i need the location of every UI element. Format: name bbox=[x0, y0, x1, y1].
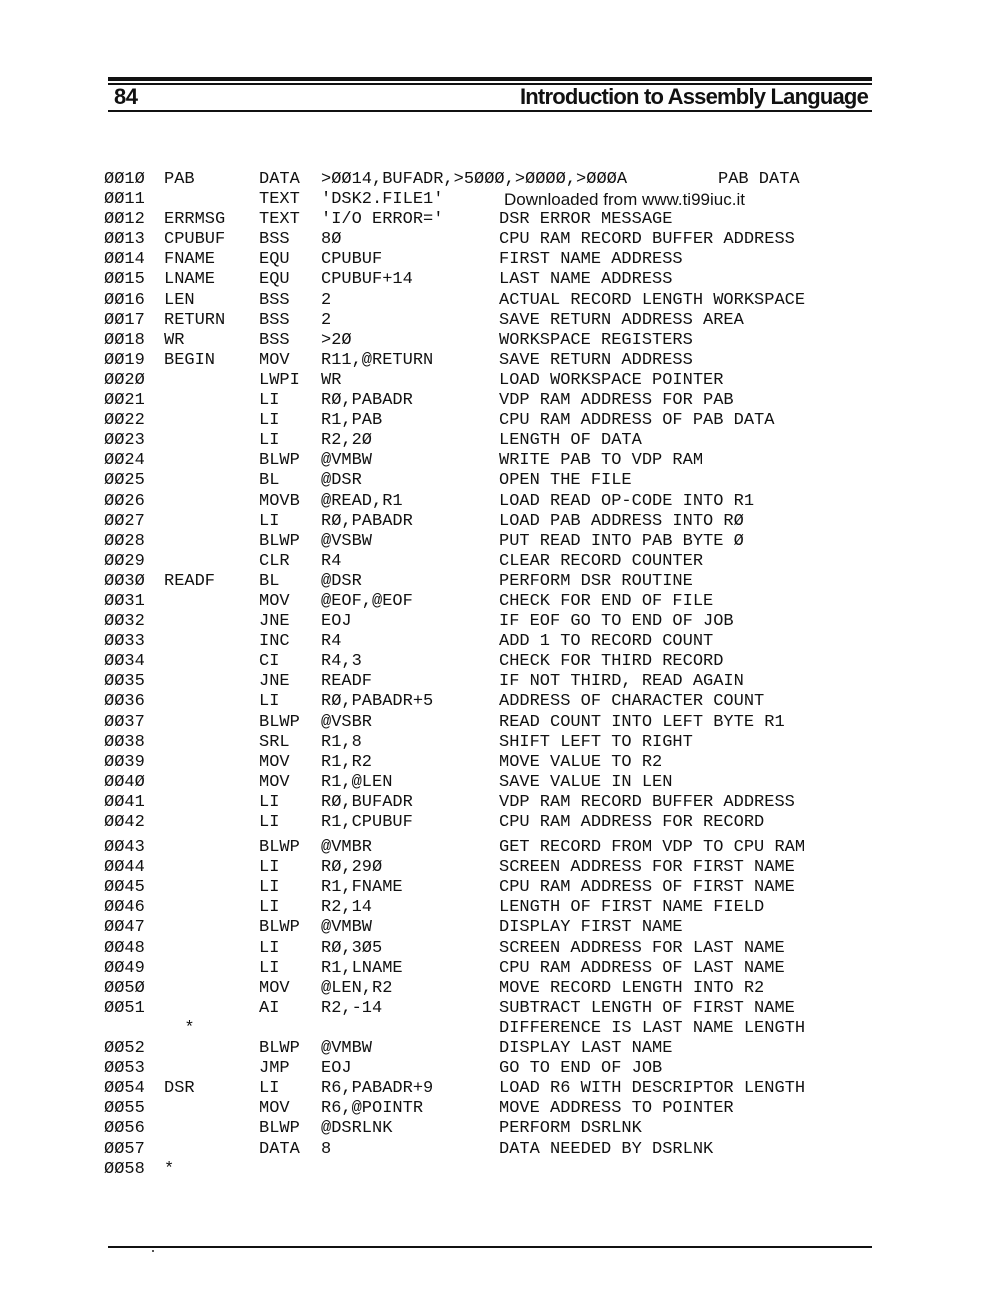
code-operand: R1,PAB bbox=[321, 411, 383, 431]
line-number: ØØ58 bbox=[104, 1159, 145, 1179]
code-opcode: LI bbox=[259, 511, 280, 531]
code-operand: @VSBW bbox=[321, 531, 373, 551]
code-label: BEGIN bbox=[164, 350, 216, 370]
code-comment: DISPLAY LAST NAME bbox=[499, 1039, 673, 1059]
code-operand: R2,14 bbox=[321, 898, 373, 918]
code-operand: 2 bbox=[321, 290, 332, 310]
code-line bbox=[104, 612, 884, 632]
line-number: ØØ5Ø bbox=[104, 978, 145, 998]
code-label: READF bbox=[164, 571, 216, 591]
code-line bbox=[104, 753, 884, 773]
line-number: ØØ42 bbox=[104, 813, 145, 832]
code-comment: ADD 1 TO RECORD COUNT bbox=[499, 632, 714, 652]
code-line bbox=[104, 391, 884, 411]
code-line bbox=[104, 918, 884, 938]
line-number: ØØ13 bbox=[104, 230, 145, 250]
code-comment: CPU RAM ADDRESS OF FIRST NAME bbox=[499, 878, 795, 898]
code-comment: CHECK FOR THIRD RECORD bbox=[499, 652, 724, 672]
code-comment: ACTUAL RECORD LENGTH WORKSPACE bbox=[499, 290, 806, 310]
code-line bbox=[104, 270, 884, 290]
code-comment: PERFORM DSR ROUTINE bbox=[499, 571, 693, 591]
code-opcode: CI bbox=[259, 652, 280, 672]
code-label: DSR bbox=[164, 1079, 195, 1099]
code-opcode: EQU bbox=[259, 270, 290, 290]
line-number: ØØ23 bbox=[104, 431, 145, 451]
code-line bbox=[104, 652, 884, 672]
code-line bbox=[104, 451, 884, 471]
line-number: ØØ39 bbox=[104, 752, 145, 772]
line-number: ØØ16 bbox=[104, 290, 145, 310]
code-operand: @READ,R1 bbox=[321, 491, 403, 511]
code-opcode: BLWP bbox=[259, 1039, 300, 1059]
code-line bbox=[104, 793, 884, 813]
page-header bbox=[108, 84, 872, 112]
code-operand: RØ,29Ø bbox=[321, 858, 383, 878]
code-line bbox=[104, 713, 884, 733]
code-operand: R1,FNAME bbox=[321, 878, 403, 898]
line-number: ØØ37 bbox=[104, 712, 145, 732]
code-opcode: BSS bbox=[259, 290, 290, 310]
code-operand: @DSRLNK bbox=[321, 1119, 393, 1139]
code-comment: CPU RAM ADDRESS OF LAST NAME bbox=[499, 958, 785, 978]
code-comment: ADDRESS OF CHARACTER COUNT bbox=[499, 692, 765, 712]
code-opcode: BSS bbox=[259, 310, 290, 330]
code-opcode: BSS bbox=[259, 330, 290, 350]
line-number: ØØ25 bbox=[104, 471, 145, 491]
line-number: ØØ31 bbox=[104, 591, 145, 611]
code-comment: CPU RAM RECORD BUFFER ADDRESS bbox=[499, 230, 795, 250]
code-operand: R11,@RETURN bbox=[321, 350, 434, 370]
code-line bbox=[104, 250, 884, 270]
code-label: ERRMSG bbox=[164, 210, 226, 230]
line-number: ØØ44 bbox=[104, 858, 145, 878]
line-number: ØØ51 bbox=[104, 998, 145, 1018]
code-comment: IF NOT THIRD, READ AGAIN bbox=[499, 672, 744, 692]
line-number: ØØ38 bbox=[104, 732, 145, 752]
code-line bbox=[104, 858, 884, 878]
code-comment: LENGTH OF DATA bbox=[499, 431, 642, 451]
code-operand: @VSBR bbox=[321, 712, 373, 732]
line-number: ØØ32 bbox=[104, 612, 145, 632]
code-operand: >ØØ14,BUFADR,>5ØØØ,>ØØØØ,>ØØØA bbox=[321, 170, 628, 189]
code-operand: CPUBUF bbox=[321, 250, 383, 270]
code-opcode: BL bbox=[259, 571, 280, 591]
code-comment: IF EOF GO TO END OF JOB bbox=[499, 612, 734, 632]
code-line bbox=[104, 959, 884, 979]
line-number: ØØ33 bbox=[104, 632, 145, 652]
code-opcode: EQU bbox=[259, 250, 290, 270]
code-operand: R1,R2 bbox=[321, 752, 373, 772]
line-number: ØØ11 bbox=[104, 190, 145, 210]
code-opcode: JMP bbox=[259, 1059, 290, 1079]
code-line bbox=[104, 572, 884, 592]
code-comment: PUT READ INTO PAB BYTE Ø bbox=[499, 531, 744, 551]
code-line bbox=[104, 311, 884, 331]
code-opcode: DATA bbox=[259, 1139, 300, 1159]
code-operand: RØ,PABADR bbox=[321, 391, 413, 411]
code-operand: 2 bbox=[321, 310, 332, 330]
code-comment: CPU RAM ADDRESS OF PAB DATA bbox=[499, 411, 775, 431]
code-comment: LOAD READ OP-CODE INTO R1 bbox=[499, 491, 755, 511]
assembly-listing bbox=[104, 170, 884, 1180]
code-line bbox=[104, 190, 884, 210]
line-number: ØØ52 bbox=[104, 1039, 145, 1059]
code-opcode: TEXT bbox=[259, 190, 300, 210]
code-opcode: BLWP bbox=[259, 918, 300, 938]
code-opcode: MOV bbox=[259, 591, 290, 611]
code-comment: GET RECORD FROM VDP TO CPU RAM bbox=[499, 838, 806, 858]
code-line bbox=[104, 230, 884, 250]
code-operand: @DSR bbox=[321, 571, 362, 591]
code-comment: LOAD PAB ADDRESS INTO RØ bbox=[499, 511, 744, 531]
code-comment: LOAD WORKSPACE POINTER bbox=[499, 370, 724, 390]
line-number: ØØ18 bbox=[104, 330, 145, 350]
code-operand: RØ,PABADR+5 bbox=[321, 692, 434, 712]
code-opcode: LI bbox=[259, 958, 280, 978]
code-line bbox=[104, 672, 884, 692]
code-opcode: INC bbox=[259, 632, 290, 652]
line-number: ØØ41 bbox=[104, 792, 145, 812]
running-title: Introduction to Assembly Language bbox=[519, 84, 868, 109]
code-line bbox=[104, 331, 884, 351]
code-comment: CPU RAM ADDRESS FOR RECORD bbox=[499, 813, 765, 832]
code-label: WR bbox=[164, 330, 185, 350]
line-number: ØØ56 bbox=[104, 1119, 145, 1139]
code-line bbox=[104, 1079, 884, 1099]
code-line bbox=[104, 979, 884, 999]
code-comment: WORKSPACE REGISTERS bbox=[499, 330, 693, 350]
line-number: ØØ21 bbox=[104, 391, 145, 411]
code-opcode: BSS bbox=[259, 230, 290, 250]
code-line bbox=[104, 411, 884, 431]
code-label: LEN bbox=[164, 290, 195, 310]
line-number: ØØ55 bbox=[104, 1099, 145, 1119]
code-comment: PERFORM DSRLNK bbox=[499, 1119, 642, 1139]
code-comment: LOAD R6 WITH DESCRIPTOR LENGTH bbox=[499, 1079, 806, 1099]
code-line bbox=[104, 1160, 884, 1180]
header-bottom-rule bbox=[108, 110, 872, 112]
code-comment: Downloaded from www.ti99iuc.it bbox=[504, 190, 745, 210]
code-opcode: LI bbox=[259, 391, 280, 411]
code-opcode: MOV bbox=[259, 752, 290, 772]
code-opcode: CLR bbox=[259, 551, 290, 571]
code-line bbox=[104, 371, 884, 391]
code-operand: R6,PABADR+9 bbox=[321, 1079, 434, 1099]
code-label: LNAME bbox=[164, 270, 216, 290]
code-line bbox=[104, 692, 884, 712]
code-opcode: SRL bbox=[259, 732, 290, 752]
code-comment: SAVE RETURN ADDRESS AREA bbox=[499, 310, 744, 330]
code-comment: MOVE VALUE TO R2 bbox=[499, 752, 663, 772]
line-number: ØØ54 bbox=[104, 1079, 145, 1099]
code-opcode: BLWP bbox=[259, 838, 300, 858]
code-line bbox=[104, 939, 884, 959]
code-opcode: LI bbox=[259, 792, 280, 812]
code-operand: RØ,PABADR bbox=[321, 511, 413, 531]
code-comment: SAVE RETURN ADDRESS bbox=[499, 350, 693, 370]
code-operand: RØ,3Ø5 bbox=[321, 938, 383, 958]
code-opcode: LI bbox=[259, 1079, 280, 1099]
footer-rule bbox=[108, 1246, 872, 1248]
code-operand: CPUBUF+14 bbox=[321, 270, 413, 290]
code-opcode: AI bbox=[259, 998, 280, 1018]
line-number: ØØ2Ø bbox=[104, 370, 145, 390]
code-operand: 8 bbox=[321, 1139, 332, 1159]
code-opcode: JNE bbox=[259, 672, 290, 692]
line-number: ØØ46 bbox=[104, 898, 145, 918]
code-comment: LENGTH OF FIRST NAME FIELD bbox=[499, 898, 765, 918]
code-line bbox=[104, 1119, 884, 1139]
code-comment: SUBTRACT LENGTH OF FIRST NAME bbox=[499, 998, 795, 1018]
code-line bbox=[104, 1099, 884, 1119]
code-operand: >2Ø bbox=[321, 330, 352, 350]
code-opcode: LWPI bbox=[259, 370, 300, 390]
code-operand: R1,@LEN bbox=[321, 772, 393, 792]
code-label: FNAME bbox=[164, 250, 216, 270]
line-number: ØØ45 bbox=[104, 878, 145, 898]
line-number: ØØ26 bbox=[104, 491, 145, 511]
code-operand: @VMBW bbox=[321, 451, 373, 471]
code-opcode: MOVB bbox=[259, 491, 300, 511]
code-opcode: LI bbox=[259, 938, 280, 958]
code-line bbox=[104, 898, 884, 918]
code-line bbox=[104, 733, 884, 753]
line-number: ØØ15 bbox=[104, 270, 145, 290]
code-line bbox=[104, 291, 884, 311]
code-line bbox=[104, 592, 884, 612]
code-line bbox=[104, 471, 884, 491]
code-line bbox=[104, 838, 884, 858]
code-line bbox=[104, 351, 884, 371]
code-line bbox=[104, 552, 884, 572]
code-comment: SCREEN ADDRESS FOR FIRST NAME bbox=[499, 858, 795, 878]
code-label: * bbox=[164, 1018, 195, 1038]
code-line bbox=[104, 170, 884, 190]
line-number: ØØ47 bbox=[104, 918, 145, 938]
code-operand: R6,@POINTR bbox=[321, 1099, 424, 1119]
code-opcode: MOV bbox=[259, 772, 290, 792]
code-opcode: LI bbox=[259, 813, 280, 832]
line-number: ØØ19 bbox=[104, 350, 145, 370]
code-comment: MOVE ADDRESS TO POINTER bbox=[499, 1099, 734, 1119]
code-operand: R1,LNAME bbox=[321, 958, 403, 978]
line-number: ØØ27 bbox=[104, 511, 145, 531]
code-line bbox=[104, 492, 884, 512]
code-comment: FIRST NAME ADDRESS bbox=[499, 250, 683, 270]
line-number: ØØ36 bbox=[104, 692, 145, 712]
code-comment: VDP RAM ADDRESS FOR PAB bbox=[499, 391, 734, 411]
code-comment: VDP RAM RECORD BUFFER ADDRESS bbox=[499, 792, 795, 812]
code-label: CPUBUF bbox=[164, 230, 226, 250]
code-comment: SHIFT LEFT TO RIGHT bbox=[499, 732, 693, 752]
code-operand: @VMBW bbox=[321, 918, 373, 938]
code-label: PAB bbox=[164, 170, 195, 189]
code-operand: WR bbox=[321, 370, 342, 390]
page-number: 84 bbox=[114, 84, 138, 109]
code-comment: MOVE RECORD LENGTH INTO R2 bbox=[499, 978, 765, 998]
code-operand: R1,8 bbox=[321, 732, 362, 752]
code-operand: EOJ bbox=[321, 1059, 352, 1079]
code-opcode: MOV bbox=[259, 350, 290, 370]
line-number: ØØ24 bbox=[104, 451, 145, 471]
code-operand: @EOF,@EOF bbox=[321, 591, 413, 611]
code-comment: PAB DATA bbox=[718, 170, 800, 189]
line-number: ØØ12 bbox=[104, 210, 145, 230]
line-number: ØØ53 bbox=[104, 1059, 145, 1079]
code-line bbox=[104, 632, 884, 652]
code-operand: @LEN,R2 bbox=[321, 978, 393, 998]
code-operand: @VMBW bbox=[321, 1039, 373, 1059]
line-number: ØØ48 bbox=[104, 938, 145, 958]
line-number: ØØ22 bbox=[104, 411, 145, 431]
code-opcode: BL bbox=[259, 471, 280, 491]
line-number: ØØ57 bbox=[104, 1139, 145, 1159]
code-operand: READF bbox=[321, 672, 373, 692]
footer-mark bbox=[152, 1250, 154, 1252]
code-line bbox=[104, 813, 884, 833]
code-comment: READ COUNT INTO LEFT BYTE R1 bbox=[499, 712, 785, 732]
code-comment: DIFFERENCE IS LAST NAME LENGTH bbox=[499, 1018, 806, 1038]
line-number: ØØ4Ø bbox=[104, 772, 145, 792]
code-comment: WRITE PAB TO VDP RAM bbox=[499, 451, 704, 471]
code-comment: OPEN THE FILE bbox=[499, 471, 632, 491]
code-line bbox=[104, 431, 884, 451]
code-opcode: LI bbox=[259, 878, 280, 898]
code-opcode: MOV bbox=[259, 1099, 290, 1119]
code-line bbox=[104, 773, 884, 793]
code-opcode: DATA bbox=[259, 170, 300, 189]
code-comment: GO TO END OF JOB bbox=[499, 1059, 663, 1079]
code-opcode: JNE bbox=[259, 612, 290, 632]
code-opcode: LI bbox=[259, 858, 280, 878]
code-comment: LAST NAME ADDRESS bbox=[499, 270, 673, 290]
line-number: ØØ49 bbox=[104, 958, 145, 978]
code-comment: DISPLAY FIRST NAME bbox=[499, 918, 683, 938]
code-operand: 'DSK2.FILE1' bbox=[321, 190, 444, 210]
code-opcode: BLWP bbox=[259, 531, 300, 551]
line-number: ØØ3Ø bbox=[104, 571, 145, 591]
code-line bbox=[104, 512, 884, 532]
code-line bbox=[104, 999, 884, 1019]
code-label: RETURN bbox=[164, 310, 226, 330]
code-comment: SAVE VALUE IN LEN bbox=[499, 772, 673, 792]
code-comment: DSR ERROR MESSAGE bbox=[499, 210, 673, 230]
code-line bbox=[104, 1059, 884, 1079]
code-operand: RØ,BUFADR bbox=[321, 792, 413, 812]
line-number: ØØ14 bbox=[104, 250, 145, 270]
code-line bbox=[104, 1039, 884, 1059]
code-opcode: BLWP bbox=[259, 1119, 300, 1139]
line-number: ØØ43 bbox=[104, 838, 145, 858]
code-opcode: BLWP bbox=[259, 712, 300, 732]
code-comment: DATA NEEDED BY DSRLNK bbox=[499, 1139, 714, 1159]
line-number: ØØ1Ø bbox=[104, 170, 145, 189]
code-comment: CHECK FOR END OF FILE bbox=[499, 591, 714, 611]
code-opcode: BLWP bbox=[259, 451, 300, 471]
code-line bbox=[104, 210, 884, 230]
code-opcode: LI bbox=[259, 692, 280, 712]
code-operand: R2,2Ø bbox=[321, 431, 373, 451]
code-operand: 'I/O ERROR=' bbox=[321, 210, 444, 230]
line-number: ØØ28 bbox=[104, 531, 145, 551]
code-operand: @DSR bbox=[321, 471, 362, 491]
code-operand: @VMBR bbox=[321, 838, 373, 858]
code-opcode: LI bbox=[259, 431, 280, 451]
code-label: * bbox=[164, 1159, 175, 1179]
code-operand: R4,3 bbox=[321, 652, 362, 672]
code-opcode: LI bbox=[259, 411, 280, 431]
line-number: ØØ17 bbox=[104, 310, 145, 330]
code-opcode: TEXT bbox=[259, 210, 300, 230]
code-operand: R4 bbox=[321, 632, 342, 652]
code-line bbox=[104, 878, 884, 898]
code-operand: R2,-14 bbox=[321, 998, 383, 1018]
line-number: ØØ35 bbox=[104, 672, 145, 692]
code-line bbox=[104, 532, 884, 552]
code-operand: EOJ bbox=[321, 612, 352, 632]
code-line bbox=[104, 1019, 884, 1039]
line-number: ØØ34 bbox=[104, 652, 145, 672]
code-operand: 8Ø bbox=[321, 230, 342, 250]
code-line bbox=[104, 1140, 884, 1160]
code-comment: SCREEN ADDRESS FOR LAST NAME bbox=[499, 938, 785, 958]
line-number: ØØ29 bbox=[104, 551, 145, 571]
code-opcode: MOV bbox=[259, 978, 290, 998]
code-operand: R1,CPUBUF bbox=[321, 813, 413, 832]
code-opcode: LI bbox=[259, 898, 280, 918]
code-comment: CLEAR RECORD COUNTER bbox=[499, 551, 704, 571]
code-operand: R4 bbox=[321, 551, 342, 571]
header-top-rule bbox=[108, 77, 872, 81]
